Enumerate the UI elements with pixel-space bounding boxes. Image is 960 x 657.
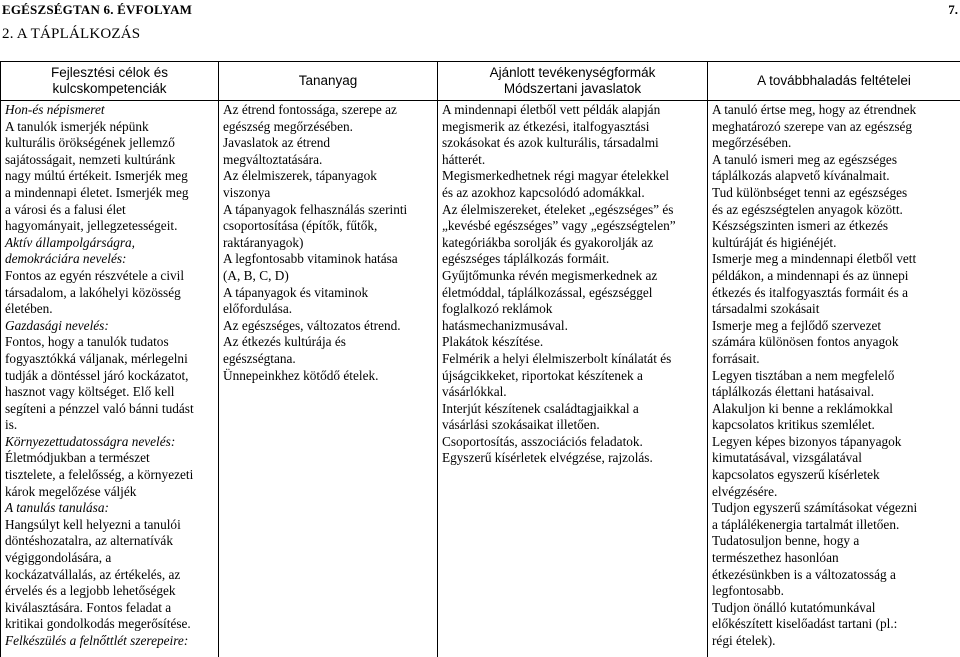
- text-line: A tanulás tanulása:: [5, 500, 109, 516]
- column-header-label: A továbbhaladás feltételei: [757, 73, 911, 88]
- text-line: Gyűjtőmunka révén megismerkednek az: [442, 267, 658, 283]
- text-line: Tud különbséget tenni az egészséges: [712, 184, 908, 200]
- column-header-label: Módszertani javaslatok: [503, 81, 642, 96]
- text-line: Környezettudatosságra nevelés:: [5, 433, 176, 449]
- curriculum-content-cell: [219, 101, 438, 657]
- text-line: és az egészségtelen anyagok között.: [712, 201, 903, 217]
- text-line: Tudatosuljon benne, hogy a: [712, 533, 860, 549]
- text-line: Aktív állampolgárságra,: [5, 234, 136, 250]
- text-line: régi ételek).: [712, 633, 776, 648]
- text-line: Hon-és népismeret: [5, 102, 105, 117]
- text-line: újságcikkeket, riportokat készítenek a: [442, 367, 643, 383]
- text-line: a városi és a falusi élet: [5, 201, 126, 217]
- text-line: tisztelete, a felelősség, a környezeti: [5, 467, 194, 483]
- text-line: A tanuló értse meg, hogy az étrendnek: [712, 102, 917, 117]
- text-line: hatásmechanizmusával.: [442, 317, 568, 333]
- text-line: hagyományait, jellegzetességeit.: [5, 218, 178, 234]
- development-goals-cell: [1, 101, 219, 657]
- text-line: Legyen tisztában a nem megfelelő: [712, 367, 895, 383]
- text-line: hátterét.: [442, 151, 486, 167]
- text-line: Csoportosítás, asszociációs feladatok.: [442, 433, 643, 449]
- text-line: a táplálékenergia tartalmát illetően.: [712, 516, 900, 532]
- text-line: példákon, a mindennapi és az ünnepi: [712, 267, 909, 283]
- text-line: Hangsúlyt kell helyezni a tanulói: [5, 516, 181, 532]
- text-line: (A, B, C, D): [223, 267, 289, 283]
- text-line: egészség megőrzésében.: [223, 118, 353, 134]
- curriculum-table: [0, 61, 960, 657]
- text-line: Interjút készítenek családtagjaikkal a: [442, 400, 639, 416]
- text-line: előkészített kiselőadást tartani (pl.:: [712, 616, 898, 632]
- text-line: forrásait.: [712, 350, 760, 366]
- text-line: kultúráját és higiénéjét.: [712, 234, 837, 250]
- text-line: étkezésünkben is a változatosság a: [712, 566, 896, 582]
- text-line: A tanuló ismeri meg az egészséges: [712, 151, 897, 167]
- text-line: Felmérik a helyi élelmiszerbolt kínálatát és: [442, 350, 672, 366]
- text-line: Plakátok készítése.: [442, 334, 544, 350]
- text-line: Megismerkedhetnek régi magyar ételekkel: [442, 168, 670, 184]
- text-line: hasznot vagy költséget. Elő kell: [5, 384, 175, 400]
- text-line: számára különösen fontos anyagok: [712, 334, 899, 350]
- text-line: a mindennapi életet. Ismerjék meg: [5, 184, 189, 200]
- text-line: is.: [5, 417, 18, 433]
- text-line: viszonya: [223, 184, 271, 200]
- table-row: [1, 101, 960, 657]
- progression-requirements-cell: [708, 101, 960, 657]
- text-line: Egyszerű kísérletek elvégzése, rajzolás.: [442, 450, 653, 466]
- column-header-label: Ajánlott tevékenységformák: [489, 65, 656, 80]
- text-line: kategóriákba sorolják és gyakorolják az: [442, 234, 654, 250]
- text-line: Ünnepeinkhez kötődő ételek.: [223, 367, 379, 383]
- text-line: Tudjon önálló kutatómunkával: [712, 599, 876, 615]
- text-line: társadalmi szokásait: [712, 301, 820, 317]
- text-line: Az étkezés kultúrája és: [223, 334, 346, 350]
- column-header-label: Fejlesztési célok és: [50, 65, 169, 80]
- text-line: foglalkozó reklámok: [442, 301, 553, 317]
- column-header: [219, 62, 438, 101]
- text-line: előfordulása.: [223, 301, 293, 317]
- text-line: A tanulók ismerjék népünk: [5, 118, 149, 134]
- column-header: [438, 62, 708, 101]
- text-line: társadalom, a lakóhelyi közösség: [5, 284, 181, 300]
- text-line: Készségszinten ismeri az étkezés: [712, 218, 889, 234]
- course-title: EGÉSZSÉGTAN 6. ÉVFOLYAM: [2, 2, 193, 17]
- recommended-activities-cell: [438, 101, 708, 657]
- text-line: Fontos az egyén részvétele a civil: [5, 267, 185, 283]
- text-line: Javaslatok az étrend: [223, 135, 331, 151]
- text-line: vásárlókkal.: [442, 384, 507, 400]
- text-line: sajátosságait, nemzeti kultúránk: [5, 151, 176, 167]
- text-line: Életmódjukban a természet: [5, 450, 150, 466]
- text-line: demokráciára nevelés:: [5, 251, 127, 267]
- text-line: meghatározó szerepe van az egészség: [712, 118, 913, 134]
- text-line: döntéshozatalra, az alternatívák: [5, 533, 173, 549]
- column-header-label: kulcskompetenciák: [52, 81, 167, 96]
- text-line: kulturális örökségének jellemző: [5, 135, 175, 151]
- column-header: [708, 62, 960, 101]
- text-line: A legfontosabb vitaminok hatása: [223, 251, 398, 267]
- page-header: [0, 0, 960, 20]
- text-line: kiválasztására. Fontos feladat a: [5, 599, 172, 615]
- text-line: Az élelmiszerek, tápanyagok: [223, 168, 377, 184]
- text-line: A tápanyagok felhasználás szerinti: [223, 201, 408, 217]
- text-line: kapcsolatos egyszerű kísérletek: [712, 467, 880, 483]
- text-line: érvelés és a legjobb lehetőségek: [5, 583, 176, 599]
- column-header-label: Tananyag: [298, 73, 358, 88]
- text-line: károk megelőzése váljék: [5, 483, 137, 499]
- text-line: kapcsolatos kritikus szemlélet.: [712, 417, 875, 433]
- text-line: kritikai gondolkodás megerősítése.: [5, 616, 191, 632]
- text-line: legfontosabb.: [712, 583, 785, 599]
- text-line: nagy múltú értékeit. Ismerjék meg: [5, 168, 188, 184]
- text-line: Az étrend fontossága, szerepe az: [223, 102, 397, 117]
- text-line: Fontos, hogy a tanulók tudatos: [5, 334, 169, 350]
- text-line: csoportosítása (építők, fűtők,: [223, 218, 378, 234]
- column-header: [1, 62, 219, 101]
- text-line: Ismerje meg a mindennapi életből vett: [712, 251, 917, 267]
- text-line: kimutatásával, vizsgálatával: [712, 450, 862, 466]
- text-line: Felkészülés a felnőttlét szerepeire:: [5, 633, 189, 648]
- section-title: 2. A TÁPLÁLKOZÁS: [2, 26, 141, 42]
- text-line: szokásokat és azok kulturális, társadalmi: [442, 135, 659, 151]
- page-number: 7.: [948, 2, 958, 17]
- text-line: végiggondolására, a: [5, 550, 112, 566]
- text-line: Alakuljon ki benne a reklámokkal: [712, 400, 893, 416]
- text-line: vásárlási szokásaikat illetően.: [442, 417, 600, 433]
- text-line: egészséges táplálkozás formáit.: [442, 251, 610, 267]
- text-line: életében.: [5, 301, 53, 317]
- text-line: Tudjon egyszerű számításokat végezni: [712, 500, 918, 516]
- text-line: segíteni a pénzzel való bánni tudást: [5, 400, 194, 416]
- text-line: „kevésbé egészséges” vagy „egészségtelen”: [442, 218, 676, 234]
- text-line: étkezés és italfogyasztás formáit és a: [712, 284, 909, 300]
- text-line: raktáranyagok): [223, 234, 304, 250]
- text-line: és az azokhoz kapcsolódó adomákkal.: [442, 184, 645, 200]
- text-line: A tápanyagok és vitaminok: [223, 284, 369, 300]
- text-line: Ismerje meg a fejlődő szervezet: [712, 317, 882, 333]
- text-line: Legyen képes bizonyos tápanyagok: [712, 433, 902, 449]
- text-line: elvégzésére.: [712, 483, 778, 499]
- text-line: természethez hasonlóan: [712, 550, 839, 566]
- text-line: táplálkozás élettani hatásaival.: [712, 384, 875, 400]
- text-line: Az élelmiszereket, ételeket „egészséges” és: [442, 201, 674, 217]
- text-line: megváltoztatására.: [223, 151, 323, 167]
- text-line: A mindennapi életből vett példák alapján: [442, 102, 661, 117]
- table-header-row: [1, 62, 960, 101]
- text-line: táplálkozás alapvető kívánalmait.: [712, 168, 890, 184]
- text-line: tudják a döntéssel járó kockázatot,: [5, 367, 189, 383]
- text-line: fogyasztókká váljanak, mérlegelni: [5, 350, 188, 366]
- text-line: egészségtana.: [223, 350, 296, 366]
- text-line: megismerik az étkezési, italfogyasztási: [442, 118, 650, 134]
- text-line: Az egészséges, változatos étrend.: [223, 317, 401, 333]
- text-line: életmóddal, táplálkozással, egészséggel: [442, 284, 653, 300]
- text-line: megőrzésében.: [712, 135, 792, 151]
- text-line: kockázatvállalás, az értékelés, az: [5, 566, 181, 582]
- text-line: Gazdasági nevelés:: [5, 317, 109, 333]
